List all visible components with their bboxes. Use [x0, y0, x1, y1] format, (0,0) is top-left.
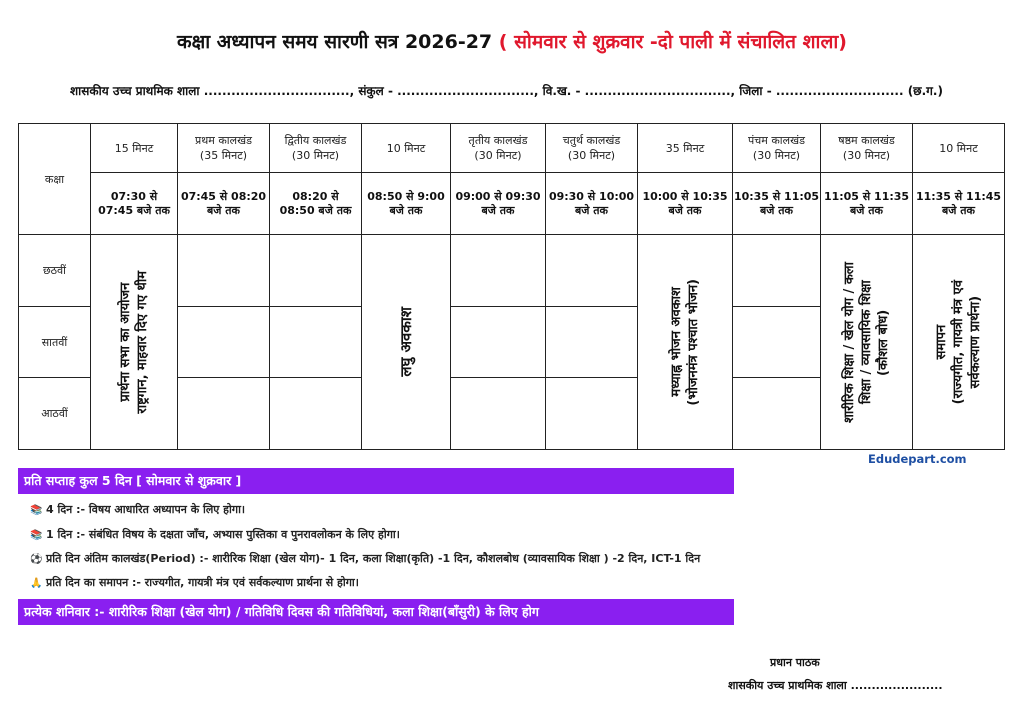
period-time [451, 173, 546, 235]
period-header [178, 124, 270, 173]
period-time [546, 173, 638, 235]
timetable-cell [546, 307, 638, 378]
period-header [91, 124, 178, 173]
timetable-cell [733, 307, 821, 378]
time-start: 11:35 से 11:45 [915, 189, 1002, 203]
time-start: 07:45 से 08:20 [180, 189, 267, 203]
sixth-line1: शारीरिक शिक्षा / खेल योग / कला [842, 261, 857, 423]
time-end: बजे तक [575, 203, 608, 217]
time-end: 07:45 बजे तक [98, 203, 170, 217]
time-start: 09:00 से 09:30 [455, 189, 541, 203]
period-duration: (35 मिनट) [199, 149, 248, 162]
period-time [270, 173, 362, 235]
time-start: 08:20 से [292, 189, 339, 203]
period-label: तृतीय कालखंड [468, 134, 528, 147]
note-text: 4 दिन :- विषय आधारित अध्यापन के लिए होगा। [46, 503, 246, 516]
closing-line2: (राज्यगीत, गायत्री मंत्र एवं [951, 279, 966, 405]
period-time [733, 173, 821, 235]
signature-title: प्रधान पाठक [770, 656, 820, 669]
timetable-cell [270, 378, 362, 450]
short-break-label: लघु अवकाश [396, 307, 415, 377]
time-start: 07:30 से [110, 189, 158, 203]
time-end: बजे तक [481, 203, 515, 217]
period-header [638, 124, 733, 173]
closing-cell [913, 235, 1005, 450]
time-start: 09:30 से 10:00 [548, 189, 635, 203]
closing-line1: समापन [934, 324, 949, 360]
assembly-cell [91, 235, 178, 450]
period-duration: (30 मिनट) [752, 149, 801, 162]
note-item [30, 502, 245, 517]
folded-hands-icon: 🙏 [30, 578, 43, 589]
closing-line3: सर्वकल्याण प्रार्थना) [968, 295, 983, 389]
timetable-cell [178, 235, 270, 307]
page-title [0, 28, 1024, 54]
period-header [733, 124, 821, 173]
time-start: 11:05 से 11:35 [823, 189, 910, 203]
period-header [362, 124, 451, 173]
timetable-cell [270, 307, 362, 378]
period-header [546, 124, 638, 173]
assembly-line1: प्रार्थना सभा का आयोजन [118, 282, 133, 402]
period-label: 10 मिनट [386, 141, 426, 155]
period-time [821, 173, 913, 235]
time-end: बजे तक [207, 203, 240, 217]
title-highlight: ( सोमवार से शुक्रवार -दो पाली में संचालित शाला) [492, 31, 847, 53]
period-time [362, 173, 451, 235]
period-label: प्रथम कालखंड [194, 134, 252, 147]
class-label-8: आठवीं [19, 378, 91, 450]
book-icon: 📚 [30, 505, 43, 516]
timetable-cell [546, 378, 638, 450]
timetable-cell [733, 235, 821, 307]
period-label: द्वितीय कालखंड [284, 134, 347, 147]
website-link[interactable]: Edudepart.com [868, 452, 967, 466]
timetable-cell [451, 307, 546, 378]
week-banner: प्रति सप्ताह कुल 5 दिन [ सोमवार से शुक्रवार ] [18, 468, 734, 494]
period-time [913, 173, 1005, 235]
class-label-6: छठवीं [19, 235, 91, 307]
saturday-banner: प्रत्येक शनिवार :- शारीरिक शिक्षा (खेल योग) / गतिविधि दिवस की गतिविधियां, कला शिक्षा(बाँसुरी) के लिए होग [18, 599, 734, 625]
lunch-line2: (भोजनमंत्र पश्चात भोजन) [686, 278, 701, 406]
note-text: प्रति दिन अंतिम कालखंड(Period) :- शारीरिक शिक्षा (खेल योग)- 1 दिन, कला शिक्षा(कृति) -1 दिन, कौशलबोध (व्यावसायिक शिक्षा ) -2 दिन, ICT-1 दिन [46, 552, 701, 565]
lunch-line1: मध्याह्न भोजन अवकाश [669, 287, 684, 397]
timetable-cell [270, 235, 362, 307]
note-item [30, 527, 400, 542]
period-header [270, 124, 362, 173]
time-end: बजे तक [668, 203, 702, 217]
period-label: चतुर्थ कालखंड [562, 134, 621, 147]
note-text: 1 दिन :- संबंधित विषय के दक्षता जाँच, अभ्यास पुस्तिका व पुनरावलोकन के लिए होगा। [46, 528, 400, 541]
period-label: 15 मिनट [114, 141, 154, 155]
time-end: बजे तक [942, 203, 975, 217]
period-duration: (30 मिनट) [291, 149, 340, 162]
period-label: 35 मिनट [665, 141, 705, 155]
time-start: 10:00 से 10:35 [642, 189, 728, 203]
note-text: प्रति दिन का समापन :- राज्यगीत, गायत्री मंत्र एवं सर्वकल्याण प्रार्थना से होगा। [46, 576, 359, 589]
timetable-cell [178, 378, 270, 450]
period-header [821, 124, 913, 173]
signature-school: शासकीय उच्च प्राथमिक शाला ...................... [728, 679, 943, 692]
period-header [451, 124, 546, 173]
note-item [30, 551, 700, 566]
period-label: षष्ठम कालखंड [838, 134, 895, 147]
timetable-cell [451, 378, 546, 450]
timetable-cell [733, 378, 821, 450]
period-duration: (30 मिनट) [567, 149, 616, 162]
period-label: 10 मिनट [939, 141, 978, 155]
assembly-line2: राष्ट्रगान, माहवार दिए गए थीम [135, 270, 150, 414]
period-time [638, 173, 733, 235]
class-header: कक्षा [19, 124, 91, 235]
time-start: 08:50 से 9:00 [367, 189, 445, 203]
title-main: कक्षा अध्यापन समय सारणी सत्र 2026-27 [177, 31, 493, 53]
school-details-line: शासकीय उच्च प्राथमिक शाला ................................, संकुल - .............................., वि.ख. - ................................, जिला - ............................ (छ.ग.) [70, 84, 943, 98]
class-label-7: सातवीं [19, 307, 91, 378]
timetable [18, 123, 1005, 450]
short-break-cell [362, 235, 451, 450]
period-time [91, 173, 178, 235]
period-duration: (30 मिनट) [842, 149, 891, 162]
book-icon: 📚 [30, 530, 43, 541]
sixth-line2: शिक्षा / व्यावसायिक शिक्षा [859, 280, 874, 404]
time-end: 08:50 बजे तक [279, 203, 352, 217]
time-end: बजे तक [389, 203, 423, 217]
sixth-period-cell [821, 235, 913, 450]
time-start: 10:35 से 11:05 [733, 189, 820, 203]
soccer-ball-icon: ⚽ [30, 554, 43, 565]
note-item [30, 575, 359, 590]
period-header [913, 124, 1005, 173]
timetable-cell [178, 307, 270, 378]
period-duration: (30 मिनट) [474, 149, 522, 162]
period-label: पंचम कालखंड [748, 134, 805, 147]
timetable-cell [451, 235, 546, 307]
lunch-break-cell [638, 235, 733, 450]
sixth-line3: (कौशल बोध) [876, 308, 891, 376]
time-end: बजे तक [850, 203, 883, 217]
period-time [178, 173, 270, 235]
time-end: बजे तक [760, 203, 793, 217]
timetable-cell [546, 235, 638, 307]
